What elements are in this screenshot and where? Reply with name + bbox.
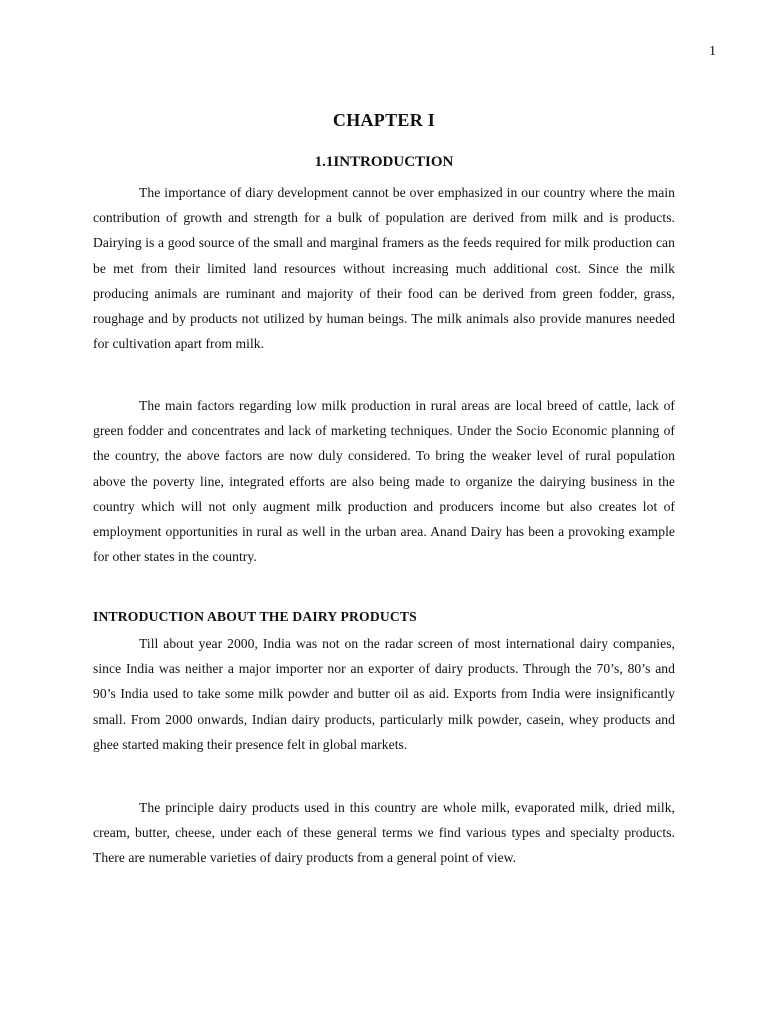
chapter-title: CHAPTER I — [332, 110, 436, 130]
section-title: 1.1INTRODUCTION — [314, 154, 454, 170]
dairy-paragraph-1: Till about year 2000, India was not on the radar screen of most international dairy companies, since India was neither a major importer nor an exporter of dairy products. Through the 70’s, 80’s and 90’s India used to take some milk powder and butter oil as aid. Exports from India were insignificantly small. From 2000 onwards, Indian dairy products, particularly milk powder, casein, whey products and ghee started making their presence felt in global markets. — [93, 636, 675, 752]
intro-paragraph-2: The main factors regarding low milk production in rural areas are local breed of cattle, lack of green fodder and concentrates and lack of marketing techniques. Under the Socio Economic planning of the country, the above factors are now duly considered. To bring the weaker level of rural population above the poverty line, integrated efforts are also being made to organize the dairying business in the country which will not only augment milk production and producers income but also creates lot of employment opportunities in rural as well in the urban area. Anand Dairy has been a provoking example for other states in the country. — [93, 398, 675, 565]
subheading-dairy-products: INTRODUCTION ABOUT THE DAIRY PRODUCTS — [93, 609, 417, 624]
page-number: 1 — [709, 44, 716, 59]
intro-paragraph-1: The importance of diary development cannot be over emphasized in our country where the main contribution of growth and strength for a bulk of population are derived from milk and is products. Dairying is a good source of the small and marginal framers as the feeds required for milk production can be met from their limited land resources without increasing much additional cost. Since the milk producing animals are ruminant and majority of their food can be derived from green fodder, grass, roughage and by products not utilized by human beings. The milk animals also provide manures needed for cultivation apart from milk. — [93, 185, 675, 352]
dairy-paragraph-2: The principle dairy products used in this country are whole milk, evaporated milk, dried milk, cream, butter, cheese, under each of these general terms we find various types and specialty products. There are numerable varieties of dairy products from a general point of view. — [93, 800, 675, 866]
